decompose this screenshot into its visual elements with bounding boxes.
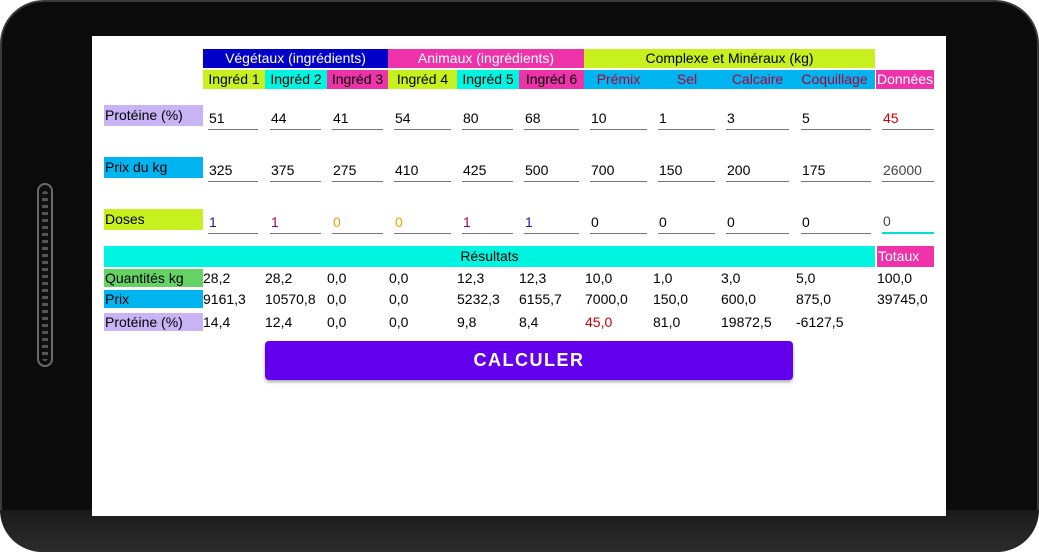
proteine-res-ingred-1: 14,4 [203, 314, 231, 330]
prix-ingred-4: 0,0 [389, 291, 409, 307]
column-header-ingred-5: Ingréd 5 [457, 70, 519, 89]
prix-input-coquillage[interactable] [801, 158, 871, 182]
quantite-ingred-3: 0,0 [327, 270, 347, 286]
column-header-donnees: Données [877, 71, 934, 87]
prix-input-ingred-1[interactable] [208, 158, 258, 182]
quantite-ingred-4: 0,0 [389, 270, 409, 286]
doses-input-premix[interactable] [590, 210, 647, 234]
proteine-input-sel[interactable] [658, 106, 715, 130]
app-screen [92, 36, 946, 516]
column-header-ingred-3: Ingréd 3 [327, 70, 388, 89]
column-header-ingred-1: Ingréd 1 [203, 70, 265, 89]
results-label-quantites: Quantités kg [104, 269, 203, 287]
proteine-input-ingred-5[interactable] [462, 106, 513, 130]
quantite-calcaire: 3,0 [721, 270, 741, 286]
quantite-total: 100,0 [877, 270, 913, 286]
results-label-prix: Prix [104, 290, 203, 308]
prix-input-ingred-3[interactable] [332, 158, 383, 182]
proteine-input-ingred-3[interactable] [332, 106, 383, 130]
prix-input-donnees[interactable] [882, 158, 934, 182]
column-header-coquillage: Coquillage [794, 70, 875, 89]
phone-side-button [37, 183, 53, 367]
results-label-proteine: Protéine (%) [104, 313, 203, 331]
group-header-vegetaux: Végétaux (ingrédients) [203, 49, 388, 68]
column-header-ingred-2: Ingréd 2 [265, 70, 327, 89]
prix-coquillage: 875,0 [796, 291, 832, 307]
prix-input-ingred-5[interactable] [462, 158, 513, 182]
prix-input-calcaire[interactable] [726, 158, 789, 182]
totaux-header: Totaux [877, 246, 934, 267]
proteine-res-value-9: 19872,5 [721, 314, 772, 330]
quantite-ingred-5: 12,3 [457, 270, 485, 286]
prix-ingred-3: 0,0 [327, 291, 347, 307]
proteine-input-donnees[interactable] [882, 106, 934, 130]
phone-bottom-bezel [0, 510, 1039, 552]
group-header-animaux: Animaux (ingrédients) [388, 49, 584, 68]
prix-input-premix[interactable] [590, 158, 647, 182]
doses-input-ingred-6[interactable] [524, 210, 579, 234]
doses-input-sel[interactable] [658, 210, 715, 234]
row-label-prix: Prix du kg [104, 157, 203, 178]
proteine-res-total: 45,0 [585, 314, 613, 330]
prix-input-ingred-6[interactable] [524, 158, 579, 182]
proteine-res-value-8: 81,0 [653, 314, 681, 330]
proteine-input-ingred-1[interactable] [208, 106, 258, 130]
prix-total: 39745,0 [877, 291, 928, 307]
proteine-res-ingred-2: 12,4 [265, 314, 293, 330]
quantite-coquillage: 5,0 [796, 270, 816, 286]
column-header-sel: Sel [653, 70, 721, 89]
proteine-res-value-10: -6127,5 [796, 314, 844, 330]
results-header: Résultats [104, 246, 875, 267]
doses-input-coquillage[interactable] [801, 210, 871, 234]
proteine-input-ingred-6[interactable] [524, 106, 579, 130]
row-label-proteine: Protéine (%) [104, 105, 203, 126]
proteine-input-calcaire[interactable] [726, 106, 789, 130]
proteine-input-ingred-2[interactable] [270, 106, 321, 130]
proteine-input-ingred-4[interactable] [394, 106, 451, 130]
group-header-complexe: Complexe et Minéraux (kg) [584, 49, 875, 68]
doses-input-ingred-4[interactable] [394, 210, 451, 234]
column-header-ingred-6: Ingréd 6 [519, 70, 584, 89]
prix-sel: 150,0 [653, 291, 689, 307]
prix-ingred-1: 9161,3 [203, 291, 246, 307]
prix-input-ingred-4[interactable] [394, 158, 451, 182]
proteine-res-ingred-3: 0,0 [327, 314, 347, 330]
proteine-res-ingred-5: 9,8 [457, 314, 477, 330]
doses-input-ingred-2[interactable] [270, 210, 321, 234]
proteine-input-premix[interactable] [590, 106, 647, 130]
quantite-ingred-6: 12,3 [519, 270, 547, 286]
doses-input-ingred-5[interactable] [462, 210, 513, 234]
prix-ingred-6: 6155,7 [519, 291, 562, 307]
column-header-calcaire: Calcaire [721, 70, 794, 89]
doses-input-ingred-1[interactable] [208, 210, 258, 234]
doses-input-calcaire[interactable] [726, 210, 789, 234]
row-label-doses: Doses [104, 209, 203, 230]
quantite-sel: 1,0 [653, 270, 673, 286]
prix-ingred-5: 5232,3 [457, 291, 500, 307]
prix-calcaire: 600,0 [721, 291, 757, 307]
doses-input-ingred-3[interactable] [332, 210, 383, 234]
proteine-input-coquillage[interactable] [801, 106, 871, 130]
quantite-premix: 10,0 [585, 270, 613, 286]
column-header-premix: Prémix [584, 70, 653, 89]
prix-input-ingred-2[interactable] [270, 158, 321, 182]
quantite-ingred-2: 28,2 [265, 270, 293, 286]
column-header-ingred-4: Ingréd 4 [388, 70, 457, 89]
calculer-button[interactable]: CALCULER [265, 341, 793, 380]
prix-ingred-2: 10570,8 [265, 291, 316, 307]
doses-input-donnees[interactable] [882, 210, 934, 234]
proteine-res-ingred-6: 8,4 [519, 314, 539, 330]
proteine-res-ingred-4: 0,0 [389, 314, 409, 330]
prix-premix: 7000,0 [585, 291, 628, 307]
prix-input-sel[interactable] [658, 158, 715, 182]
quantite-ingred-1: 28,2 [203, 270, 231, 286]
